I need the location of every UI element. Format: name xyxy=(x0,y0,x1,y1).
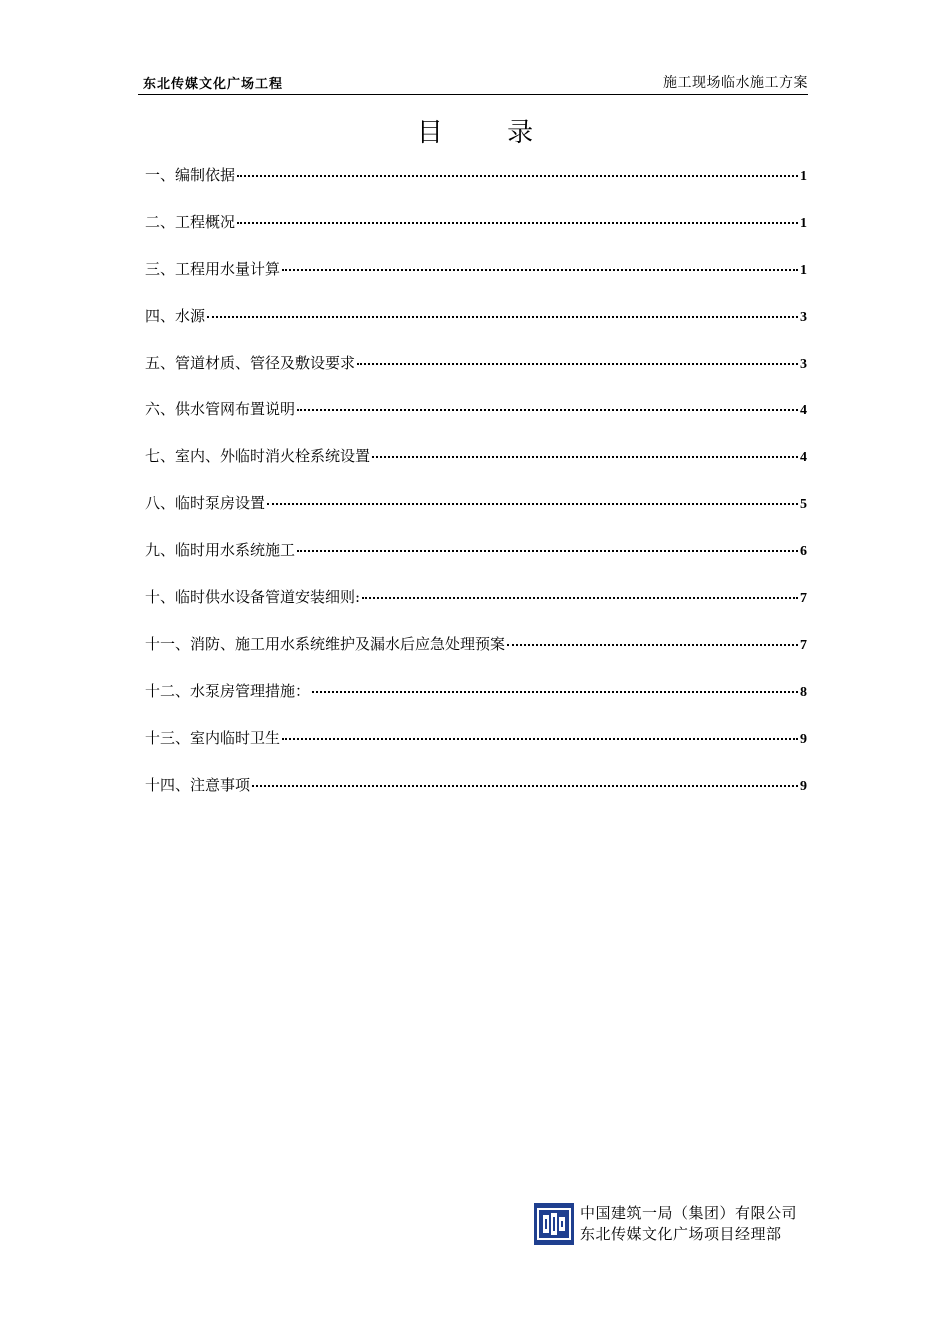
toc-entry[interactable] xyxy=(145,258,807,305)
toc-entry-page: 5 xyxy=(800,497,807,513)
header-project-name: 东北传媒文化广场工程 xyxy=(143,76,284,92)
toc-title: 目 录 xyxy=(416,118,562,148)
toc-entry-page: 8 xyxy=(800,684,807,700)
toc-entry-label: 十四、注意事项 xyxy=(145,775,251,794)
toc-dot-leader xyxy=(372,456,798,458)
toc-entry-label: 一、编制依据 xyxy=(145,166,236,184)
page-header xyxy=(143,72,808,92)
toc-entry-page: 9 xyxy=(800,778,807,794)
toc-dot-leader xyxy=(297,409,798,411)
footer-text xyxy=(580,1203,797,1245)
header-document-name: 施工现场临水施工方案 xyxy=(663,75,808,91)
toc-entry-label: 六、供水管网布置说明 xyxy=(145,400,296,419)
toc-dot-leader xyxy=(237,175,798,177)
toc-dot-leader xyxy=(282,269,798,271)
toc-entry-page: 7 xyxy=(800,637,807,653)
footer-company: 中国建筑一局（集团）有限公司 xyxy=(580,1204,798,1222)
toc-entry-page: 6 xyxy=(800,544,807,560)
toc-dot-leader xyxy=(267,503,798,505)
toc-entry[interactable] xyxy=(145,164,807,211)
toc-entry-label: 十二、水泵房管理措施： xyxy=(145,681,311,700)
toc-entry-label: 九、临时用水系统施工 xyxy=(145,541,296,560)
footer-department: 东北传媒文化广场项目经理部 xyxy=(580,1225,782,1243)
toc-list xyxy=(145,164,807,820)
toc-entry[interactable] xyxy=(145,352,807,399)
toc-entry[interactable] xyxy=(145,398,807,445)
toc-entry-page: 3 xyxy=(800,356,807,372)
toc-entry-page: 7 xyxy=(800,591,807,607)
toc-dot-leader xyxy=(362,597,798,599)
toc-dot-leader xyxy=(297,550,798,552)
toc-entry-page: 4 xyxy=(800,403,807,419)
toc-dot-leader xyxy=(312,691,798,693)
toc-entry-label: 七、室内、外临时消火栓系统设置 xyxy=(145,447,371,466)
cscec-logo-icon xyxy=(534,1203,574,1245)
toc-dot-leader xyxy=(507,644,798,646)
toc-entry-label: 五、管道材质、管径及敷设要求 xyxy=(145,353,356,372)
toc-entry-page: 3 xyxy=(800,309,807,325)
toc-entry[interactable] xyxy=(145,633,807,680)
toc-entry-page: 1 xyxy=(800,215,807,231)
toc-entry-label: 二、工程概况 xyxy=(145,212,236,231)
toc-dot-leader xyxy=(252,785,798,787)
toc-dot-leader xyxy=(207,316,798,318)
toc-entry[interactable] xyxy=(145,680,807,727)
toc-entry-page: 4 xyxy=(800,450,807,466)
toc-entry[interactable] xyxy=(145,305,807,352)
toc-entry-label: 十三、室内临时卫生 xyxy=(145,728,281,747)
footer xyxy=(534,1203,797,1245)
toc-entry[interactable] xyxy=(145,586,807,633)
toc-dot-leader xyxy=(237,222,798,224)
header-divider xyxy=(138,94,808,95)
toc-entry-page: 1 xyxy=(800,262,807,278)
toc-entry-page: 9 xyxy=(800,731,807,747)
toc-entry[interactable] xyxy=(145,727,807,774)
toc-entry-label: 十一、消防、施工用水系统维护及漏水后应急处理预案 xyxy=(145,634,506,653)
toc-entry-label: 八、临时泵房设置 xyxy=(145,494,266,513)
toc-entry[interactable] xyxy=(145,774,807,821)
toc-entry[interactable] xyxy=(145,445,807,492)
toc-entry-page: 1 xyxy=(800,169,807,184)
toc-entry-label: 三、工程用水量计算 xyxy=(145,259,281,278)
toc-dot-leader xyxy=(357,363,798,365)
toc-entry-label: 四、水源 xyxy=(145,306,206,325)
toc-entry[interactable] xyxy=(145,539,807,586)
toc-entry[interactable] xyxy=(145,492,807,539)
toc-dot-leader xyxy=(282,738,798,740)
toc-entry-label: 十、临时供水设备管道安装细则: xyxy=(145,588,361,607)
toc-entry[interactable] xyxy=(145,211,807,258)
